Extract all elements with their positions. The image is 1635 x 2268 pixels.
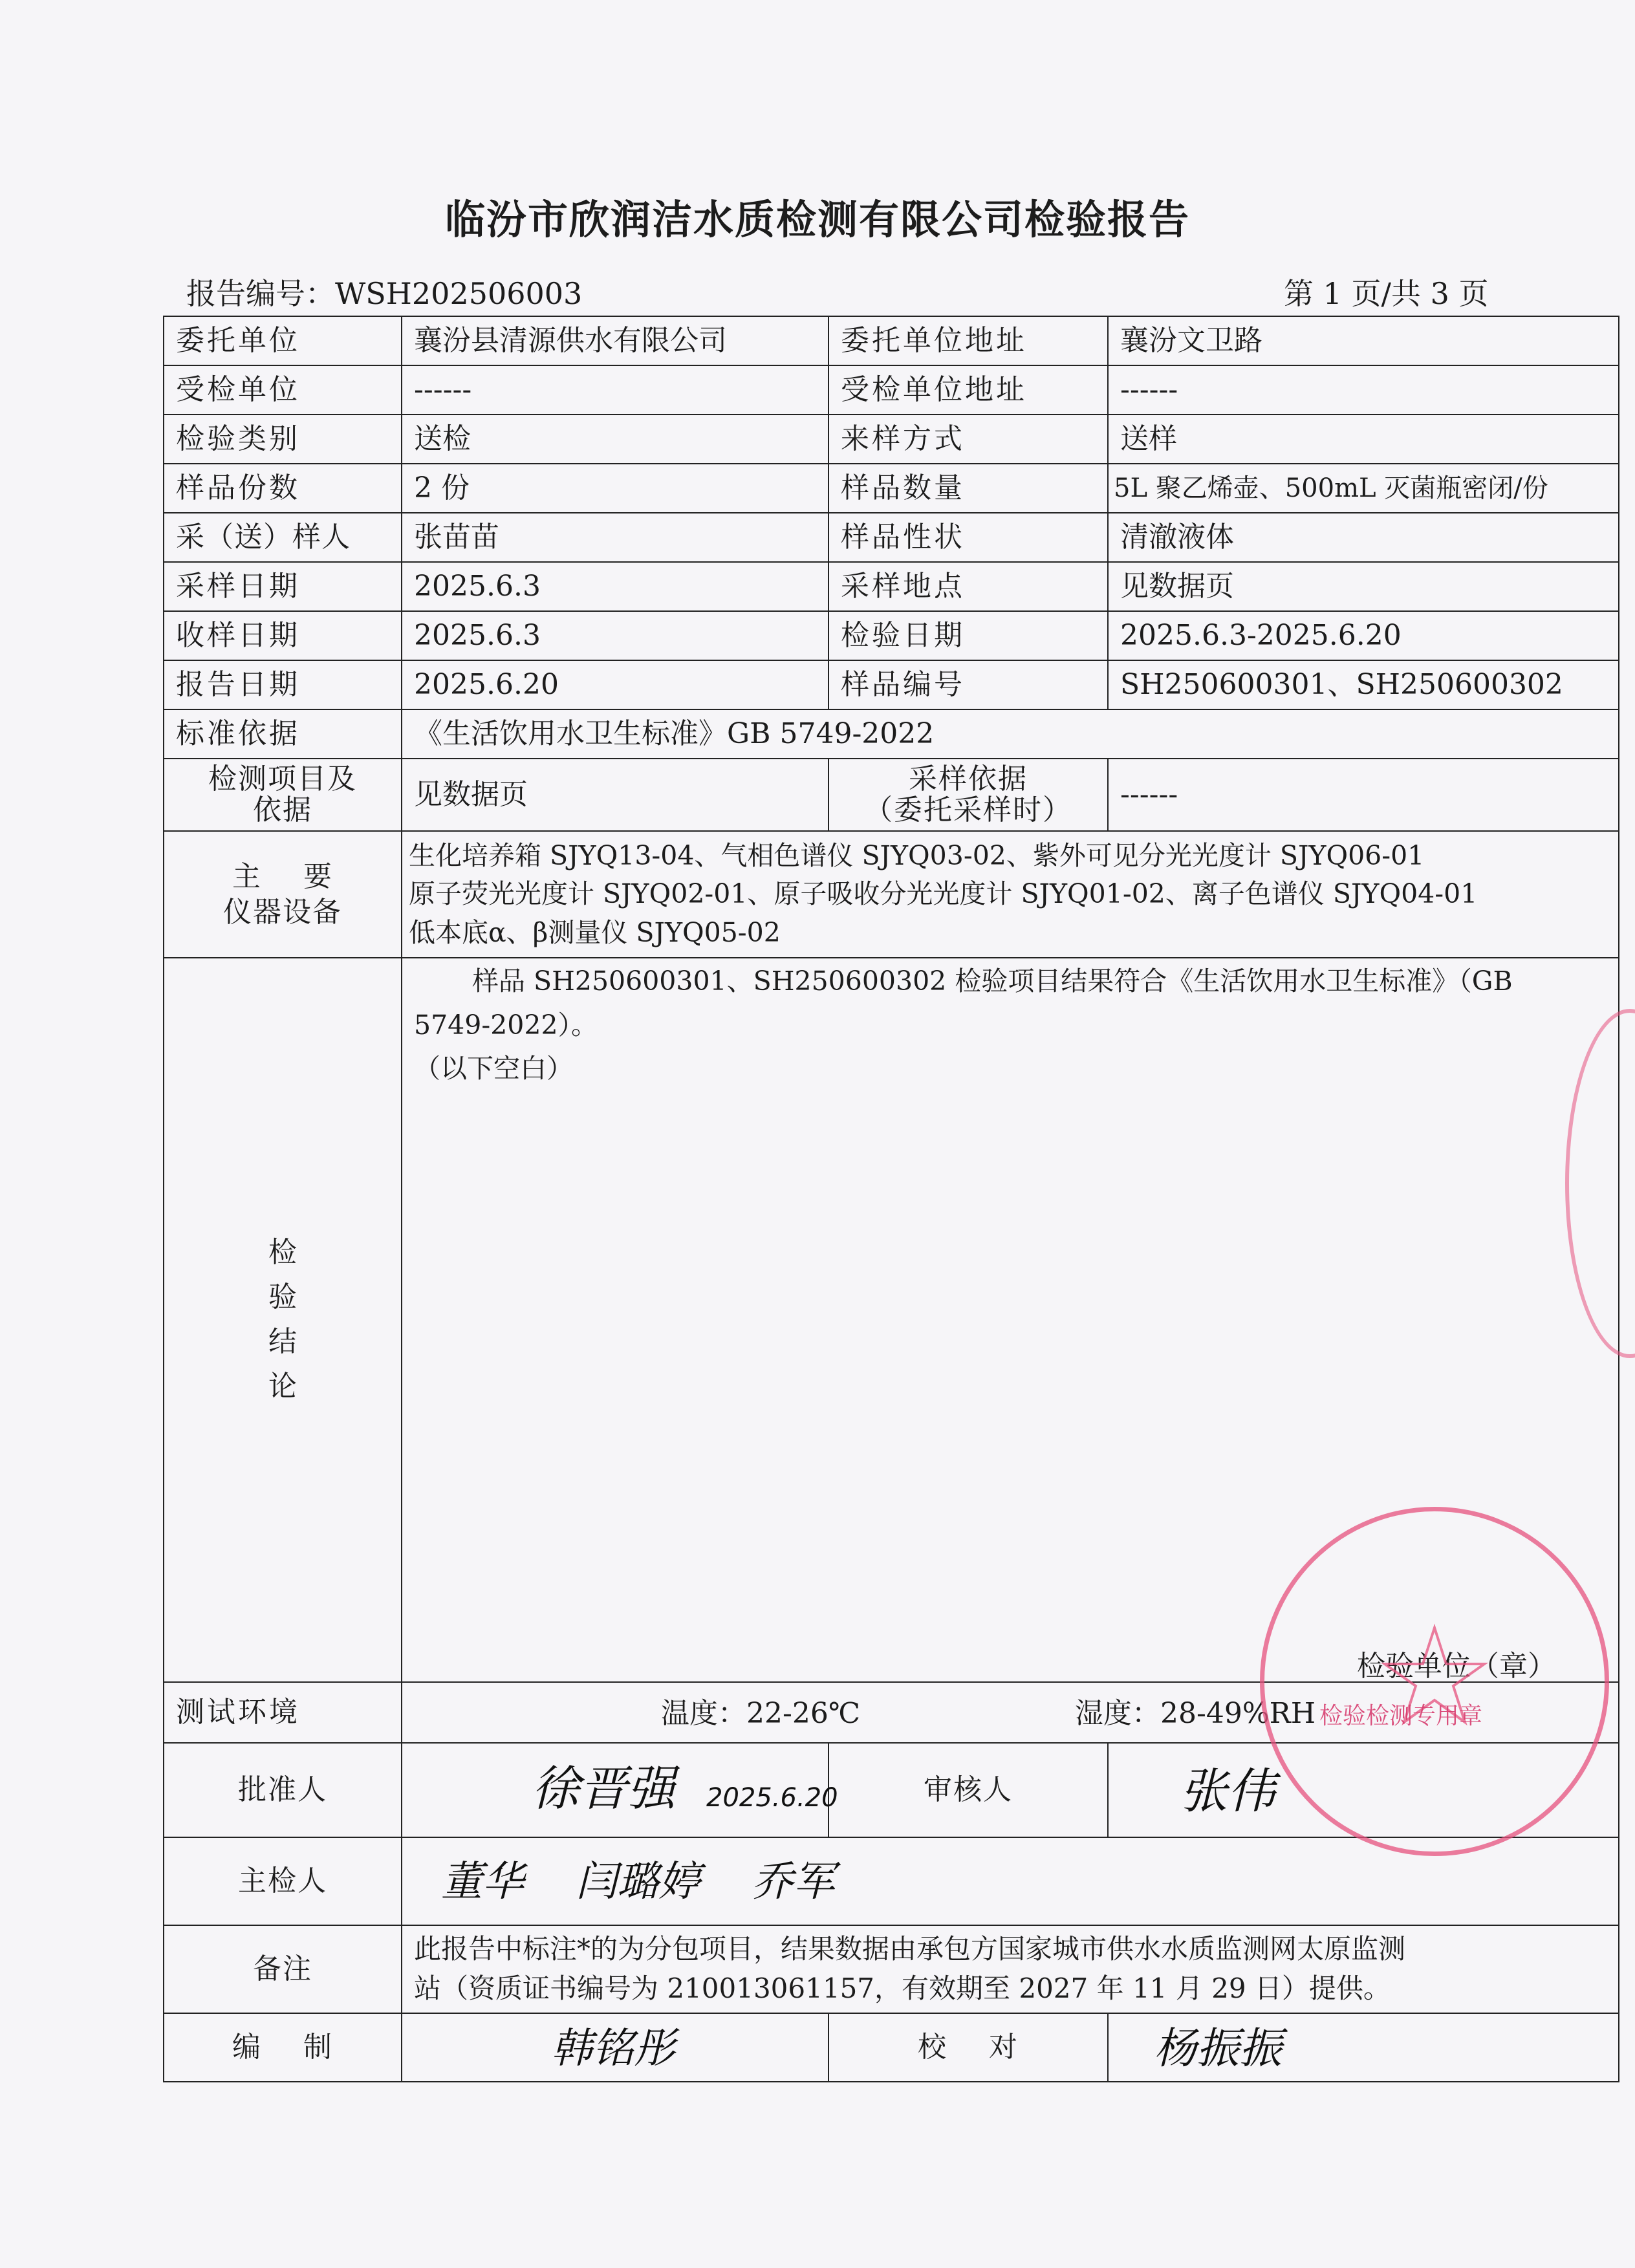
seal-star-icon — [1264, 1511, 1605, 1852]
proofreader-signature-name: 杨振振 — [1154, 2024, 1282, 2073]
sample-date-label: 采样日期 — [164, 562, 402, 611]
conclusion-char: 论 — [268, 1369, 297, 1403]
sampling-basis-label-line2: （委托采样时） — [864, 794, 1072, 826]
inspected-address-value: ------ — [1108, 365, 1619, 415]
table-row — [164, 513, 1619, 562]
table-row — [164, 759, 1619, 831]
approver-label: 批准人 — [164, 1743, 402, 1837]
sampler-label: 采（送）样人 — [164, 513, 402, 562]
report-date-value: 2025.6.20 — [402, 660, 828, 709]
remark-line: 此报告中标注*的为分包项目，结果数据由承包方国家城市供水水质监测网太原监测 — [414, 1933, 1406, 1965]
humidity: 湿度：28-49%RH — [1075, 1697, 1316, 1730]
client-address-label: 委托单位地址 — [828, 316, 1108, 365]
reviewer-label: 审核人 — [828, 1743, 1108, 1837]
table-row — [164, 2013, 1619, 2082]
page-title: 临汾市欣润洁水质检测有限公司检验报告 — [444, 196, 1190, 243]
client-address-value: 襄汾文卫路 — [1108, 316, 1619, 365]
table-row — [164, 709, 1619, 759]
seal-label: 检验单位（章） — [1357, 1650, 1556, 1683]
environment-label: 测试环境 — [164, 1682, 402, 1743]
table-row — [164, 415, 1619, 464]
conclusion-line: 5749-2022）。 — [414, 1009, 598, 1041]
client-label: 委托单位 — [164, 316, 402, 365]
sample-site-label: 采样地点 — [828, 562, 1108, 611]
test-items-label-line1: 检测项目及 — [208, 762, 357, 795]
table-row — [164, 365, 1619, 415]
table-row — [164, 831, 1619, 958]
table-row — [164, 611, 1619, 660]
equipment-line: 低本底α、β测量仪 SJYQ05-02 — [409, 916, 781, 948]
receive-date-label: 收样日期 — [164, 611, 402, 660]
official-seal-stamp — [1260, 1507, 1609, 1856]
test-items-label-line2: 依据 — [253, 794, 312, 826]
equipment-line: 生化培养箱 SJYQ13-04、气相色谱仪 SJYQ03-02、紫外可见分光光度计 SJYQ06-01 — [409, 839, 1425, 871]
standard-label: 标准依据 — [164, 709, 402, 759]
sampler-value: 张苗苗 — [402, 513, 828, 562]
compiler-signature-name: 韩铭彤 — [551, 2025, 675, 2073]
sample-site-value: 见数据页 — [1108, 562, 1619, 611]
sampling-basis-value: ------ — [1108, 759, 1619, 831]
copies-value: 2 份 — [402, 464, 828, 513]
test-items-label — [164, 759, 402, 831]
conclusion-char: 检 — [268, 1236, 297, 1269]
standard-value: 《生活饮用水卫生标准》GB 5749-2022 — [402, 709, 1619, 759]
quantity-label: 样品数量 — [828, 464, 1108, 513]
approver-signature — [402, 1743, 838, 1837]
sample-no-value: SH250600301、SH250600302 — [1108, 660, 1619, 709]
nature-value: 清澈液体 — [1108, 513, 1619, 562]
quantity-value: 5L 聚乙烯壶、500mL 灭菌瓶密闭/份 — [1108, 464, 1619, 513]
report-number: 报告编号：WSH202506003 — [186, 276, 583, 311]
inspector-signature-names: 董华 闫璐婷 乔军 — [441, 1858, 835, 1906]
receive-date-value: 2025.6.3 — [402, 611, 828, 660]
table-row — [164, 316, 1619, 365]
test-date-value: 2025.6.3-2025.6.20 — [1108, 611, 1619, 660]
conclusion-label — [164, 958, 402, 1682]
compiler-signature — [402, 2013, 828, 2082]
page-number: 第 1 页/共 3 页 — [1284, 276, 1489, 311]
remark-value — [402, 1925, 1619, 2013]
sample-date-value: 2025.6.3 — [402, 562, 828, 611]
sampling-method-label: 来样方式 — [828, 415, 1108, 464]
temperature: 温度：22-26℃ — [661, 1697, 861, 1730]
copies-label: 样品份数 — [164, 464, 402, 513]
conclusion-char: 结 — [268, 1325, 297, 1358]
report-date-label: 报告日期 — [164, 660, 402, 709]
inspected-value: ------ — [402, 365, 828, 415]
seal-text: 检验检测专用章 — [1319, 1703, 1483, 1729]
proofreader-label: 校 对 — [828, 2013, 1108, 2082]
inspected-address-label: 受检单位地址 — [828, 365, 1108, 415]
equipment-label-line1: 主 要 — [232, 860, 333, 893]
remark-label: 备注 — [164, 1925, 402, 2013]
approver-signature-name: 徐晋强 — [532, 1761, 675, 1817]
table-row — [164, 562, 1619, 611]
test-items-value: 见数据页 — [402, 759, 828, 831]
reviewer-signature-name: 张伟 — [1180, 1764, 1275, 1819]
equipment-label — [164, 831, 402, 958]
category-label: 检验类别 — [164, 415, 402, 464]
equipment-line: 原子荧光光度计 SJYQ02-01、原子吸收分光光度计 SJYQ01-02、离子色谱仪 SJYQ04-01 — [409, 878, 1478, 910]
sample-no-label: 样品编号 — [828, 660, 1108, 709]
client-value: 襄汾县清源供水有限公司 — [402, 316, 828, 365]
equipment-value — [402, 831, 1619, 958]
conclusion-char: 验 — [268, 1280, 297, 1314]
compiler-label: 编 制 — [164, 2013, 402, 2082]
conclusion-line: 样品 SH250600301、SH250600302 检验项目结果符合《生活饮用水卫生标准》（GB — [472, 966, 1513, 997]
equipment-label-line2: 仪器设备 — [223, 896, 342, 929]
inspected-label: 受检单位 — [164, 365, 402, 415]
nature-label: 样品性状 — [828, 513, 1108, 562]
inspector-label: 主检人 — [164, 1837, 402, 1925]
remark-line: 站（资质证书编号为 210013061157，有效期至 2027 年 11 月 29 日）提供。 — [414, 1972, 1391, 2004]
category-value: 送检 — [402, 415, 828, 464]
sampling-method-value: 送样 — [1108, 415, 1619, 464]
sampling-basis-label-line1: 采样依据 — [909, 762, 1028, 795]
table-row — [164, 660, 1619, 709]
sampling-basis-label — [828, 759, 1108, 831]
proofreader-signature — [1108, 2013, 1619, 2082]
test-date-label: 检验日期 — [828, 611, 1108, 660]
table-row — [164, 464, 1619, 513]
conclusion-line: （以下空白） — [414, 1053, 573, 1085]
approver-signature-date: 2025.6.20 — [706, 1783, 838, 1813]
table-row — [164, 1925, 1619, 2013]
